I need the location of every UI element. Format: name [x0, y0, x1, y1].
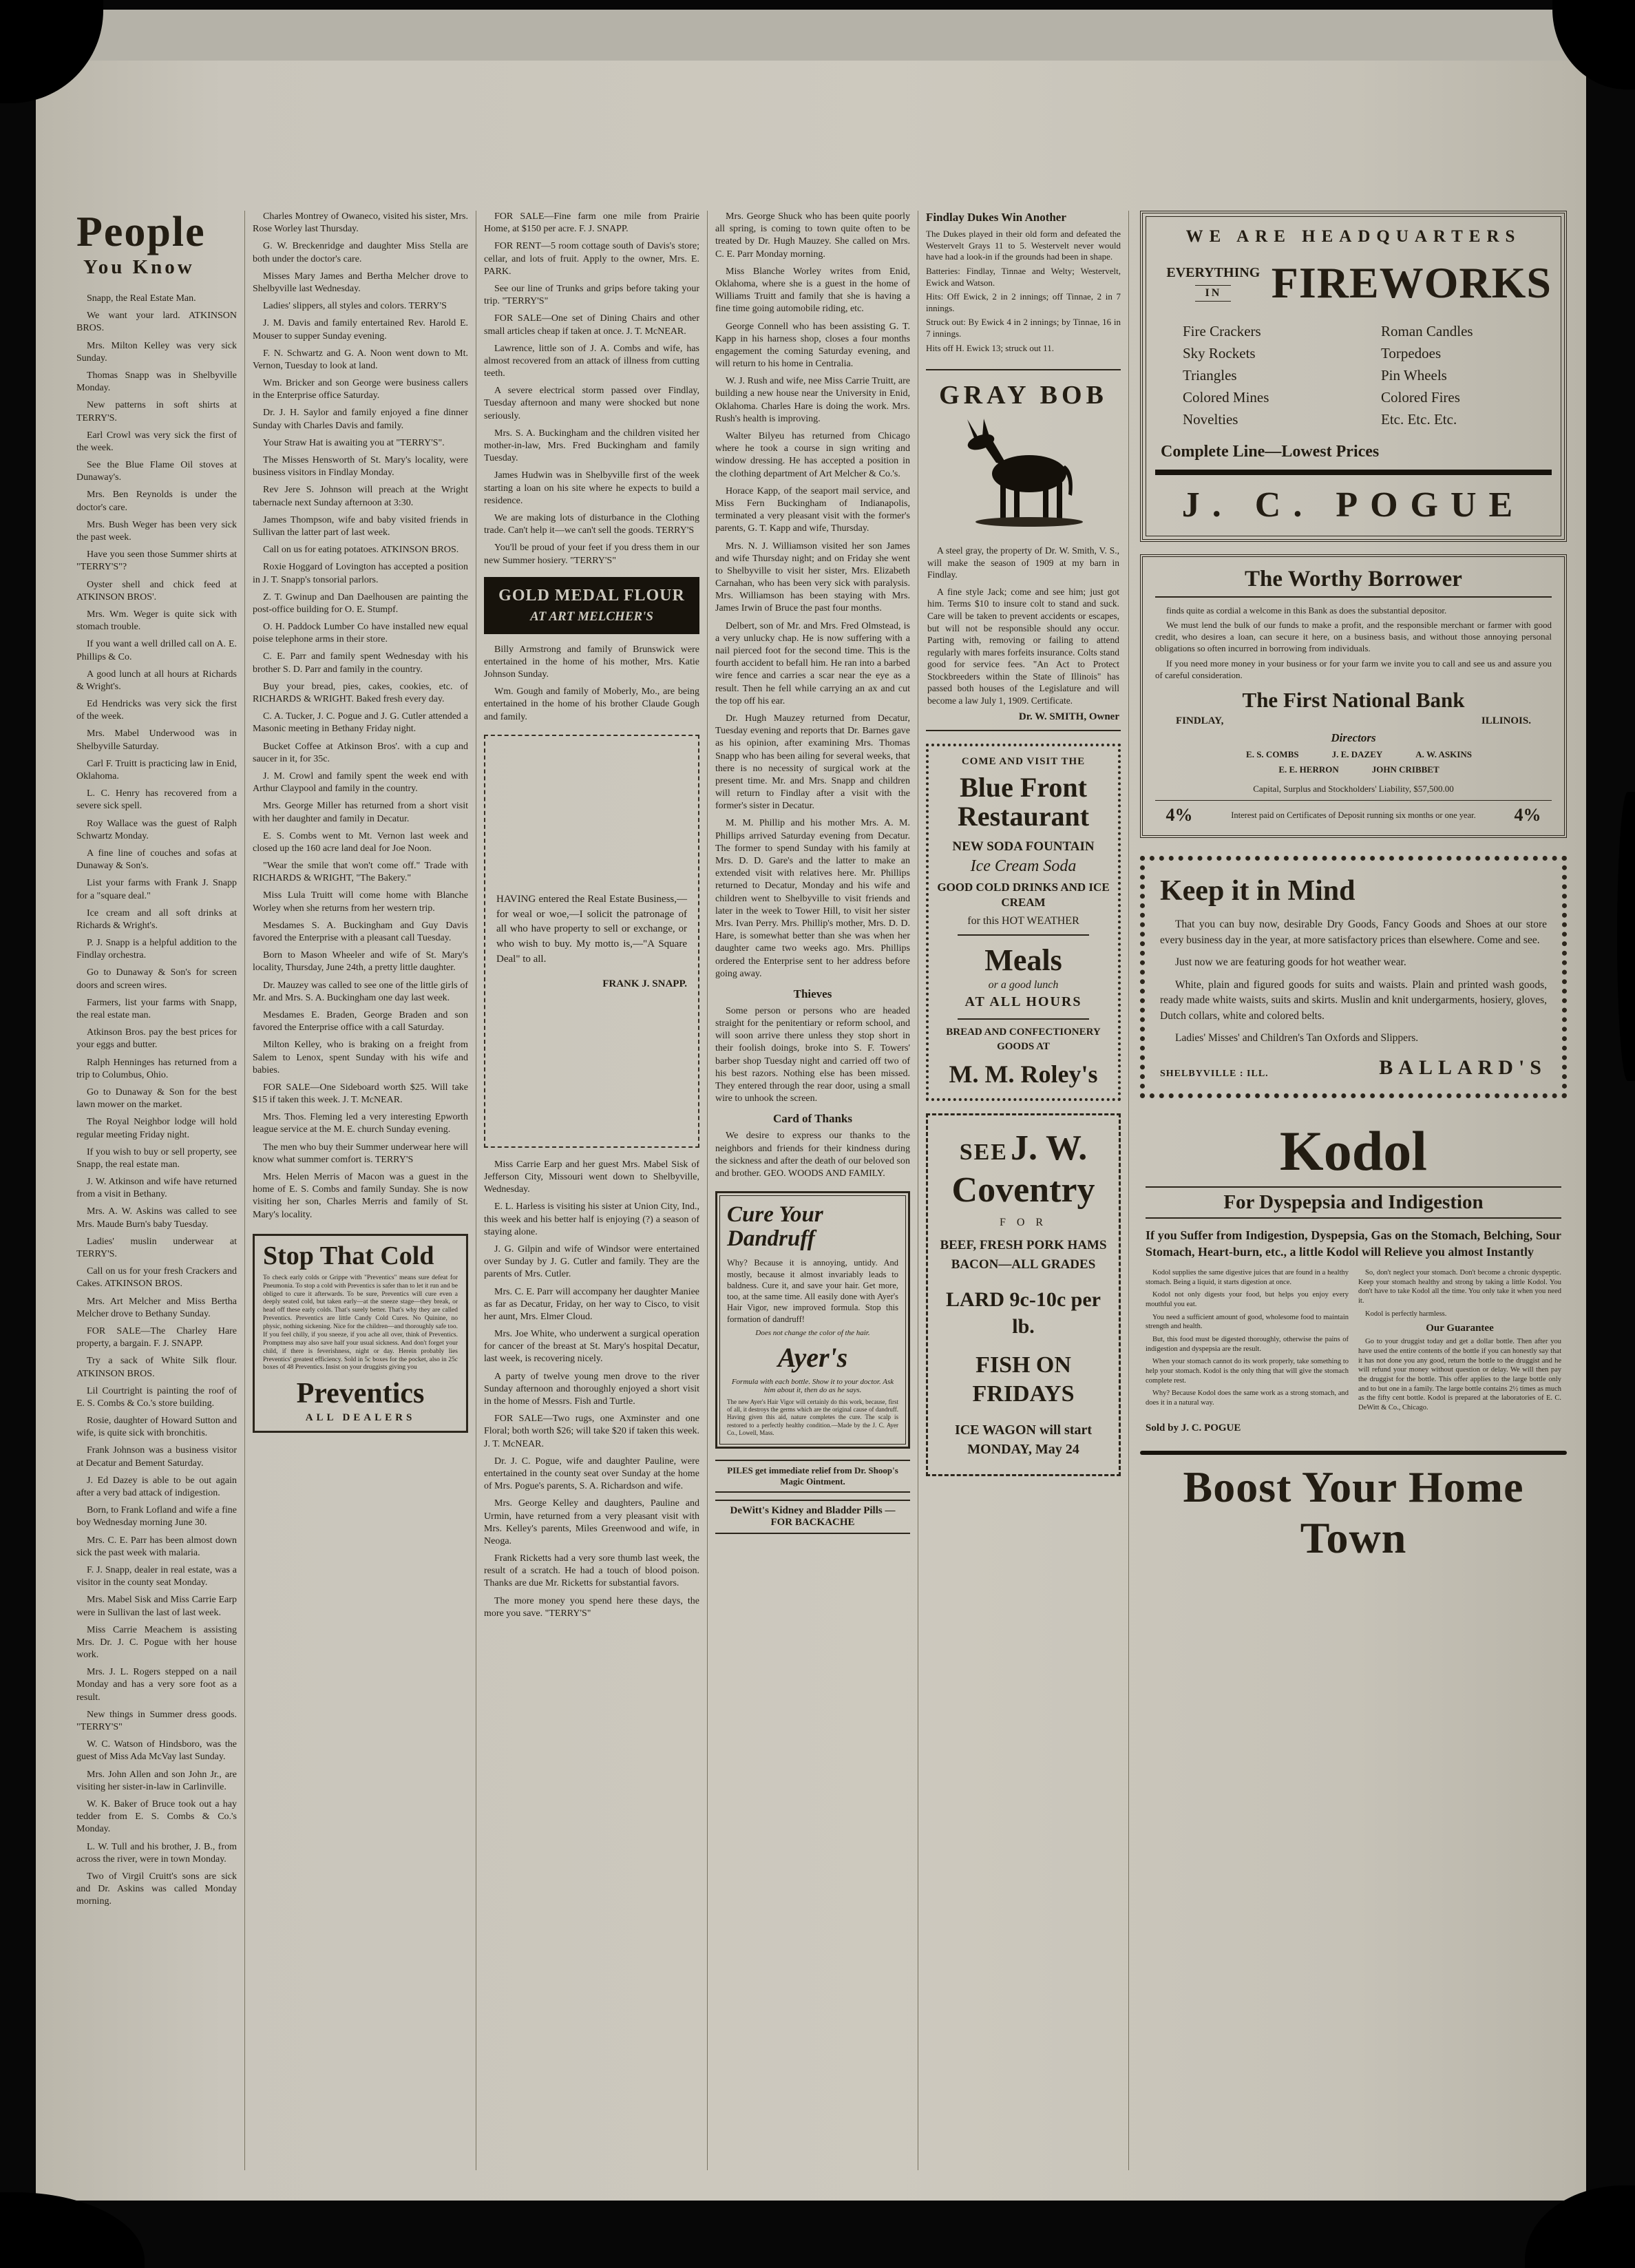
- dukes-body: [926, 229, 1121, 354]
- news-item: Your Straw Hat is awaiting you at "TERRY'S".: [263, 437, 445, 448]
- news-items-list: [76, 293, 237, 1908]
- ayers-brand: Ayer's: [777, 1341, 848, 1373]
- news-item: E. S. Combs went to Mt. Vernon last week and closed up the 160 acre land deal for Joe Noon.: [253, 830, 468, 854]
- everything-label: EVERYTHING: [1166, 264, 1260, 280]
- news-item: New patterns in soft shirts at TERRY'S.: [76, 400, 237, 423]
- ad-paragraph: But, this food must be digested thoroughly, otherwise the pains of indigestion and dyspepsia are the result.: [1146, 1335, 1349, 1353]
- news-item: The Royal Neighbor lodge will hold regular meeting Friday night.: [76, 1117, 237, 1140]
- fireworks-item: Etc. Etc. Etc.: [1381, 411, 1457, 428]
- ayers-headline: Cure Your Dandruff: [727, 1202, 823, 1251]
- news-item: Ice cream and all soft drinks at Richards & Wright's.: [76, 907, 237, 931]
- director-name: E. S. COMBS: [1246, 748, 1299, 759]
- news-item: Ed Hendricks was very sick the first of the week.: [76, 699, 237, 722]
- article-paragraph: The Dukes played in their old form and defeated the Westervelt Grays 11 to 5. Westervelt never would have had a look-in if the grounds had been in shape.: [926, 229, 1121, 262]
- news-item: FOR RENT—5 room cottage south of Davis's store; cellar, and lots of fruit. Apply to the owner, Mrs. E. PARK.: [484, 241, 699, 277]
- news-item: W. C. Watson of Hindsboro, was the guest of Miss Ada McVay last Sunday.: [76, 1739, 237, 1763]
- gray-bob-body: A steel gray, the property of Dr. W. Smith, V. S., will make the season of 1909 at my barn in Findlay.: [927, 545, 1119, 580]
- blue-front-come: COME AND VISIT THE: [961, 756, 1086, 768]
- blue-front-meals: Meals: [984, 943, 1062, 977]
- kodol-columns: [1146, 1268, 1561, 1416]
- fireworks-items: [1155, 318, 1552, 433]
- blue-front-lunch: or a good lunch: [988, 978, 1059, 991]
- news-item: The more money you spend here these days, the more you save. "TERRY'S": [484, 1595, 699, 1619]
- news-item: Charles Montrey of Owaneco, visited his sister, Mrs. Rose Worley last Thursday.: [253, 211, 468, 235]
- fireworks-items-right: [1353, 318, 1552, 433]
- news-item: Miss Blanche Worley writes from Enid, Oklahoma, where she is a guest in the home of Williams Truitt and family that she is having a fine time going automobile riding, etc.: [715, 266, 910, 315]
- directors-row: [1155, 763, 1552, 778]
- ad-paragraph: Kodol is perfectly harmless.: [1365, 1310, 1447, 1318]
- coventry-name: Coventry: [951, 1170, 1095, 1210]
- news-item: Mrs. J. L. Rogers stepped on a nail Monday and has a very sore foot as a result.: [76, 1667, 237, 1703]
- director-name: JOHN CRIBBET: [1371, 764, 1439, 775]
- news-item: Dr. Mauzey was called to see one of the little girls of Mr. and Mrs. S. A. Buckingham one day last week.: [253, 980, 468, 1003]
- dukes-article: [926, 211, 1121, 354]
- news-item: Mesdames E. Braden, George Braden and son favored the Enterprise office with a call Saturday.: [253, 1009, 468, 1033]
- thieves-headline: Thieves: [793, 987, 832, 1000]
- classified-items-list: [484, 211, 699, 567]
- divider-bar: [1155, 470, 1552, 475]
- ad-paragraph: That you can buy now, desirable Dry Goods, Fancy Goods and Shoes at our store every business day in the year, at more satisfactory prices than elsewhere. Come and see.: [1160, 918, 1547, 946]
- scan-edge-blob: [1617, 792, 1635, 1081]
- news-item: Lil Courtright is painting the roof of E. S. Combs & Co.'s store building.: [76, 1385, 237, 1409]
- news-item: Roxie Hoggard of Lovington has accepted a position in J. T. Snapp's tonsorial parlors.: [253, 562, 468, 585]
- news-item: Misses Mary James and Bertha Melcher drove to Shelbyville last Wednesday.: [253, 271, 468, 294]
- ballards-body: [1160, 917, 1547, 1046]
- news-item: Oyster shell and chick feed at ATKINSON BROS'.: [76, 579, 237, 602]
- news-item: Mrs. George Miller has returned from a short visit with her daughter and family in Decatur.: [253, 801, 468, 824]
- news-item: Horace Kapp, of the seaport mail service, and Miss Fern Buckingham of Indianapolis, terminated a very pleasant visit with the former's parents, G. T. Kapp and wife, Thursday.: [715, 485, 910, 534]
- ballards-ad: [1140, 856, 1567, 1098]
- news-item: Ladies' slippers, all styles and colors. TERRY'S: [263, 301, 447, 312]
- news-item: Earl Crowl was very sick the first of the week.: [76, 430, 237, 453]
- section-subtitle: You Know: [83, 256, 195, 278]
- fireworks-item: Torpedoes: [1381, 345, 1442, 361]
- director-name: J. E. DAZEY: [1331, 748, 1383, 759]
- news-item: Wm. Gough and family of Moberly, Mo., are being entertained in the home of his brother Claude Gough and family.: [484, 686, 699, 722]
- news-item: A fine line of couches and sofas at Dunaway & Son's.: [76, 848, 237, 872]
- news-item: "Wear the smile that won't come off." Trade with RICHARDS & WRIGHT, "The Bakery.": [253, 861, 468, 884]
- column-ads: [1129, 211, 1571, 2170]
- article-paragraph: Hits off H. Ewick 13; struck out 11.: [926, 342, 1054, 353]
- news-item: A severe electrical storm passed over Findlay, Tuesday afternoon and many were shocked but none seriously.: [484, 386, 699, 421]
- director-name: A. W. ASKINS: [1415, 748, 1472, 759]
- blue-front-weather: for this HOT WEATHER: [967, 914, 1079, 927]
- news-item: Mrs. Mabel Underwood was in Shelbyville Saturday.: [76, 728, 237, 752]
- gold-medal-store: AT ART MELCHER'S: [530, 609, 653, 624]
- ayers-hair-vigor-ad: [715, 1191, 910, 1449]
- ad-paragraph: So, don't neglect your stomach. Don't become a chronic dyspeptic. Keep your stomach healthy and strong by taking a little Kodol. You don't have to take Kodol all the time. You only take it when you need it.: [1358, 1269, 1561, 1305]
- news-item: W. K. Baker of Bruce took out a hay tedder from E. S. Combs & Co.'s Monday.: [76, 1798, 237, 1835]
- page-columns: [69, 211, 1571, 2170]
- article-paragraph: Batteries: Findlay, Tinnae and Welty; Westervelt, Ewick and Watson.: [926, 265, 1121, 288]
- ad-paragraph: Kodol supplies the same digestive juices that are found in a healthy stomach. Being a liquid, it starts digestion at once.: [1146, 1269, 1349, 1286]
- kodol-right-bottom: [1358, 1337, 1561, 1412]
- kodol-sold-by: Sold by J. C. POGUE: [1146, 1422, 1241, 1434]
- news-item: FOR SALE—One set of Dining Chairs and other small articles cheap if taken at once. J. T. McNEAR.: [484, 313, 699, 337]
- news-item: FOR SALE—One Sideboard worth $25. Will take $15 if taken this week. J. T. McNEAR.: [253, 1082, 468, 1106]
- news-item: Farmers, list your farms with Snapp, the real estate man.: [76, 997, 237, 1020]
- news-item: Bucket Coffee at Atkinson Bros'. with a cup and saucer in it, for 35c.: [253, 741, 468, 764]
- news-item: Mrs. George Shuck who has been quite poorly all spring, is coming to town quite often to be treated by Dr. Hugh Mauzey. She called on Mrs. C. E. Parr Monday morning.: [715, 211, 910, 260]
- news-item: M. M. Phillip and his mother Mrs. A. M. Phillips arrived Saturday evening from Decatur. The former to spend Sunday with his family at Mrs. D. D. Gare's and the latter to make an extended visit with relatives here. Mr. Phillips returned to Decatur, Monday and his wife and children went to Shelbyville to visit friends and later in the week to Tower Hill, to visit her sister Mrs. Ivan Perry. Mrs. Phillip's mother, Mrs. D. D. Hare, is somewhat better than she was when her daughter came two weeks ago. Mrs. Phillips ordered the Enterprise sent to her address before going away.: [715, 818, 910, 979]
- news-item: J. W. Atkinson and wife have returned from a visit in Bethany.: [76, 1177, 237, 1200]
- news-items-list: [484, 644, 699, 724]
- ad-paragraph: Ladies' Misses' and Children's Tan Oxfords and Slippers.: [1175, 1032, 1419, 1044]
- news-item: Mrs. S. A. Buckingham and the children visited her mother-in-law, Mrs. Fred Buckingham and family Tuesday.: [484, 428, 699, 464]
- news-item: List your farms with Frank J. Snapp for a "square deal.": [76, 878, 237, 901]
- news-item: See the Blue Flame Oil stoves at Dunaway's.: [76, 460, 237, 483]
- news-item: Dr. J. C. Pogue, wife and daughter Pauline, were entertained in the county seat over Sunday at the home of Mrs. Pogue's parents, S. A. Richardson and wife.: [484, 1456, 699, 1492]
- preventics-brand: Preventics: [296, 1378, 425, 1410]
- news-item: Frank Ricketts had a very sore thumb last week, the result of a scratch. He had a touch of blood poison. Thanks are due Mr. Ricketts for substantial favors.: [484, 1553, 699, 1589]
- gold-medal-flour-ad: [484, 577, 699, 634]
- fireworks-item: Colored Fires: [1381, 389, 1460, 406]
- fireworks-item: Roman Candles: [1381, 323, 1473, 339]
- donkey-illustration: [927, 417, 1119, 538]
- news-item: The men who buy their Summer underwear here will know what summer comfort is. TERRY'S: [253, 1142, 468, 1165]
- coventry-ice-wagon: ICE WAGON will start MONDAY, May 24: [954, 1422, 1093, 1457]
- news-item: J. G. Gilpin and wife of Windsor were entertained over Sunday by J. G. Cutler and family. They are the parents of Mrs. Cutler.: [484, 1243, 699, 1280]
- news-item: Lawrence, little son of J. A. Combs and wife, has almost recovered from an attack of illness from cutting teeth.: [484, 343, 699, 379]
- news-item: J. M. Davis and family entertained Rev. Harold E. Mouser to supper Sunday evening.: [253, 318, 468, 342]
- news-item: Miss Carrie Meachem is assisting Mrs. Dr. J. C. Pogue with her house work.: [76, 1624, 237, 1661]
- fireworks-header: WE ARE HEADQUARTERS: [1185, 227, 1521, 246]
- fireworks-title: FIREWORKS: [1271, 258, 1552, 307]
- blue-front-bread: BREAD AND CONFECTIONERY GOODS AT: [946, 1026, 1101, 1052]
- news-item: P. J. Snapp is a helpful addition to the Findlay orchestra.: [76, 938, 237, 961]
- news-item: Milton Kelley, who is braking on a freight from Salem to Lenox, spent Sunday with his wife and babies.: [253, 1040, 468, 1075]
- gray-bob-headline: GRAY BOB: [939, 381, 1108, 410]
- news-item: Mrs. N. J. Williamson visited her son James and wife Thursday night; and on Friday she went to Shelbyville to visit her sister, Mrs. Elizabeth Carnahan, who has been very sick with paralysis. Mrs. Williamson has been staying with Mrs. James Irwin of Bruce the past four months.: [715, 540, 910, 614]
- news-item: Mrs. Wm. Weger is quite sick with stomach trouble.: [76, 609, 237, 633]
- news-item: James Thompson, wife and baby visited friends in Sullivan the latter part of last week.: [253, 514, 468, 538]
- preventics-ad: [253, 1234, 468, 1434]
- coventry-meat-ad: [926, 1113, 1121, 1476]
- news-item: Snapp, the Real Estate Man.: [87, 293, 196, 304]
- news-item: Delbert, son of Mr. and Mrs. Fred Olmstead, is a very unlucky chap. He is now suffering with a nail pierced foot for the second time. This is the fourth accident to befall him. He ran into a barbed wire fence and carries a scar near the eye as a result. Then he fell while carrying an ax and cut the top off his ear.: [715, 620, 910, 706]
- fireworks-title-row: [1155, 258, 1552, 308]
- news-item: Try a sack of White Silk flour. ATKINSON BROS.: [76, 1356, 237, 1379]
- news-item: Miss Lula Truitt will come home with Blanche Worley when she returns from her western trip.: [253, 890, 468, 914]
- fireworks-items-left: [1155, 318, 1353, 433]
- news-item: If you want a well drilled call on A. E. Phillips & Co.: [76, 639, 237, 662]
- fireworks-merchant: J. C. POGUE: [1181, 485, 1526, 525]
- bank-location: [1155, 715, 1552, 727]
- bank-body: finds quite as cordial a welcome in this Bank as does the substantial depositor.: [1166, 605, 1447, 616]
- ballards-headline: Keep it in Mind: [1160, 875, 1356, 907]
- fireworks-item: Fire Crackers: [1183, 323, 1261, 339]
- news-items-list: [484, 1159, 699, 1620]
- fireworks-item: Novelties: [1183, 411, 1238, 428]
- kodol-title: Kodol: [1279, 1119, 1428, 1182]
- gold-medal-line: GOLD MEDAL FLOUR: [498, 586, 685, 605]
- bank-state: ILLINOIS.: [1481, 715, 1531, 726]
- news-item: Miss Carrie Earp and her guest Mrs. Mabel Sisk of Jefferson City, Missouri went down to Shelbyville, Wednesday.: [484, 1159, 699, 1195]
- news-item: F. N. Schwartz and G. A. Noon went down to Mt. Vernon, Tuesday to look at land.: [253, 348, 468, 371]
- news-items-list: [715, 211, 910, 980]
- scan-top-band: [0, 10, 1635, 62]
- news-item: Dr. Hugh Mauzey returned from Decatur, Tuesday evening and reports that Dr. Barnes gave as his opinion, after examining Mrs. Thomas Snapp who has been ailing for several weeks, that there is no necessity of surgical work at the present time. Mr. and Mrs. Snapp and children will return to Findlay after a visit with the former's sister in Decatur.: [715, 713, 910, 812]
- news-item: L. W. Tull and his brother, J. B., from across the river, were in town Monday.: [76, 1841, 237, 1865]
- news-item: Born to Mason Wheeler and wife of St. Mary's locality, Thursday, June 24th, a pretty little daughter.: [253, 950, 468, 974]
- ad-paragraph: Just now we are featuring goods for hot weather wear.: [1175, 956, 1406, 969]
- boost-your-home-town-slogan: Boost Your Home Town: [1183, 1462, 1524, 1563]
- news-item: James Hudwin was in Shelbyville first of the week starting a loan on his site where he expects to build a residence.: [484, 470, 699, 506]
- kodol-guarantee-title: Our Guarantee: [1426, 1323, 1494, 1334]
- news-item: If you wish to buy or sell property, see Snapp, the real estate man.: [76, 1146, 237, 1170]
- news-item: Atkinson Bros. pay the best prices for your eggs and butter.: [76, 1027, 237, 1051]
- kodol-left-column: [1146, 1268, 1349, 1416]
- snapp-notice-signature: FRANK J. SNAPP.: [602, 978, 687, 989]
- news-item: J. Ed Dazey is able to be out again after a very bad attack of indigestion.: [76, 1475, 237, 1498]
- dukes-headline: Findlay Dukes Win Another: [926, 211, 1066, 224]
- bank-body: We must lend the bulk of our funds to make a profit, and the responsible merchant or farmer with good credit, who desires a loan, can secure it here, on a business basis, and without those annoying personal obligations so often incurred in borrowing from individuals.: [1155, 620, 1552, 654]
- kodol-lead: If you Suffer from Indigestion, Dyspepsia, Gas on the Stomach, Belching, Sour Stomach, Heart-burn, etc., a little Kodol will Relieve you almost Instantly: [1146, 1228, 1561, 1259]
- news-item: Carl F. Truitt is practicing law in Enid, Oklahoma.: [76, 758, 237, 781]
- fireworks-ad: [1140, 211, 1567, 542]
- news-item: See our line of Trunks and grips before taking your trip. "TERRY'S": [484, 283, 699, 307]
- news-item: We want your lard. ATKINSON BROS.: [76, 311, 237, 334]
- thieves-body: Some person or persons who are headed straight for the penitentiary or reform school, and will soon arrive there unless they stop short in their foolish doings, broke into S. F. Towers' barber shop Tuesday night and carried off two of his best razors. Nothing else has been missed. They entered through the rear door, using a small wire to unhook the screen.: [715, 1005, 910, 1104]
- blue-front-name: Blue Front Restaurant: [957, 772, 1090, 832]
- bank-city: FINDLAY,: [1176, 715, 1224, 726]
- newspaper-page: [36, 61, 1586, 2201]
- news-item: Mrs. C. E. Parr will accompany her daughter Maniee as far as Decatur, Friday, on her way to Cisco, to visit her aunt, Mrs. Elmer Cloud.: [484, 1286, 699, 1322]
- news-item: Go to Dunaway & Son for the best lawn mower on the market.: [76, 1086, 237, 1111]
- news-item: C. E. Parr and family spent Wednesday with his brother S. D. Parr and family in the country.: [253, 651, 468, 675]
- news-item: Buy your bread, pies, cakes, cookies, etc. of RICHARDS & WRIGHT. Baked fresh every day.: [253, 681, 468, 704]
- news-item: Dr. J. H. Saylor and family enjoyed a fine dinner Sunday with Charles Davis and family.: [253, 408, 468, 431]
- news-item: FOR SALE—The Charley Hare property, a bargain. F. J. SNAPP.: [76, 1325, 237, 1350]
- ayers-formula-note: Formula with each bottle. Show it to your doctor. Ask him about it, then do as he says.: [731, 1377, 894, 1394]
- snapp-real-estate-notice: [484, 735, 699, 1148]
- preventics-footer: ALL DEALERS: [305, 1412, 416, 1424]
- news-item: C. A. Tucker, J. C. Pogue and J. G. Cutler attended a Masonic meeting in Bethany Friday night.: [253, 711, 468, 735]
- ad-paragraph: You need a sufficient amount of good, wholesome food to maintain strength and health.: [1146, 1313, 1349, 1331]
- interest-text: Interest paid on Certificates of Deposit running six months or one year.: [1231, 810, 1476, 821]
- news-item: FOR SALE—Fine farm one mile from Prairie Home, at $150 per acre. F. J. SNAPP.: [484, 211, 699, 235]
- news-item: F. J. Snapp, dealer in real estate, was a visitor in the county seat Monday.: [76, 1564, 237, 1588]
- news-item: A good lunch at all hours at Richards & Wright's.: [76, 669, 237, 692]
- kodol-subtitle: For Dyspepsia and Indigestion: [1146, 1186, 1561, 1219]
- gray-bob-ad: [926, 369, 1121, 731]
- ad-paragraph: Go to your druggist today and get a dollar bottle. Then after you have used the entire contents of the bottle if you can honestly say that it has not done you any good, return the bottle to the druggist and he will refund your money without question or delay. We will then pay the druggist for the bottle. This offer applies to the large bottle only and to but one in a family. The large bottle contains 2½ times as much as the fifty cent bottle. Kodol is prepared at the laboratories of E. C. DeWitt & Co., Chicago.: [1358, 1338, 1561, 1411]
- fireworks-tagline: Complete Line—Lowest Prices: [1161, 443, 1380, 461]
- news-item: W. J. Rush and wife, nee Miss Carrie Truitt, are building a new house near the University in Enid, Oklahoma. Charles Hare is doing the work. Mrs. Rush's health is improving.: [715, 376, 910, 424]
- fireworks-item: Triangles: [1183, 367, 1237, 384]
- news-item: Mrs. Mabel Sisk and Miss Carrie Earp were in Sullivan the last of last week.: [76, 1595, 237, 1618]
- column-five: [918, 211, 1129, 2170]
- news-item: Have you seen those Summer shirts at "TERRY'S"?: [76, 549, 237, 573]
- ad-paragraph: Kodol not only digests your food, but helps you enjoy every mouthful you eat.: [1146, 1291, 1349, 1309]
- directors-label: Directors: [1331, 731, 1376, 744]
- news-item: E. L. Harless is visiting his sister at Union City, Ind., this week and his better half is enjoying (?) a season of staying alone.: [484, 1201, 699, 1237]
- news-item: Two of Virgil Cruitt's sons are sick and Dr. Askins was called Monday morning.: [76, 1871, 237, 1907]
- article-paragraph: Struck out: By Ewick 4 in 2 innings; by Tinnae, 16 in 7 innings.: [926, 317, 1121, 339]
- news-item: Born, to Frank Lofland and wife a fine boy Wednesday morning June 30.: [76, 1505, 237, 1529]
- blue-front-owner: M. M. Roley's: [949, 1060, 1098, 1088]
- blue-front-hours: AT ALL HOURS: [964, 994, 1082, 1009]
- blue-front-drinks: GOOD COLD DRINKS AND ICE CREAM: [937, 881, 1110, 910]
- news-item: Walter Bilyeu has returned from Chicago where he took a course in sign writing and window dressing. He has accepted a position in the clothing department of Art Melcher & Co.'s.: [715, 431, 910, 479]
- coventry-see: SEE: [959, 1139, 1008, 1165]
- first-national-bank-ad: [1140, 554, 1567, 838]
- news-item: FOR SALE—Two rugs, one Axminster and one Floral; both worth $26; will take $20 if taken this week. J. T. McNEAR.: [484, 1414, 700, 1449]
- divider: [958, 934, 1089, 936]
- news-item: Ralph Henninges has returned from a trip to Columbus, Ohio.: [76, 1057, 237, 1080]
- coventry-for: F O R: [999, 1216, 1048, 1228]
- kodol-right-top: [1358, 1268, 1561, 1319]
- dewitts-pills-ad: DeWitt's Kidney and Bladder Pills — FOR BACKACHE: [715, 1500, 910, 1534]
- news-item: Call on us for your fresh Crackers and Cakes. ATKINSON BROS.: [76, 1266, 237, 1290]
- news-item: Mrs. Art Melcher and Miss Bertha Melcher drove to Bethany Sunday.: [76, 1296, 237, 1319]
- news-item: Mrs. Helen Merris of Macon was a guest in the home of E. S. Combs and family Sunday. She is now visiting her son, Charles Merris and family of St. Mary's locality.: [253, 1172, 468, 1220]
- news-item: You'll be proud of your feet if you dress them in our new Summer hosiery. "TERRY'S": [484, 543, 699, 566]
- section-title: People: [76, 211, 206, 255]
- news-item: Mrs. Joe White, who underwent a surgical operation for cancer of the breast at St. Mary's hospital Decatur, last week, is recovering nicely.: [484, 1329, 699, 1365]
- fireworks-item: Pin Wheels: [1381, 367, 1447, 384]
- preventics-headline: Stop That Cold: [263, 1241, 434, 1270]
- news-item: A party of twelve young men drove to the river Sunday afternoon and thoroughly enjoyed a short visit in the home of Messrs. Fish and Turtle.: [484, 1371, 699, 1407]
- news-item: Mrs. C. E. Parr has been almost down sick the past week with malaria.: [76, 1535, 237, 1558]
- ballards-footer: [1160, 1056, 1547, 1080]
- fireworks-everything: [1155, 265, 1272, 302]
- news-item: L. C. Henry has recovered from a severe sick spell.: [76, 788, 237, 812]
- fireworks-item: Sky Rockets: [1183, 345, 1256, 361]
- news-item: New things in Summer dress goods. "TERRY'S": [76, 1709, 237, 1732]
- news-item: Wm. Bricker and son George were business callers in the Enterprise office Saturday.: [253, 378, 468, 401]
- bank-interest-row: [1155, 800, 1552, 826]
- news-item: We are making lots of disturbance in the Clothing trade. Can't help it—we can't sell the goods. TERRY'S: [484, 512, 699, 536]
- bank-ad-title: The Worthy Borrower: [1155, 567, 1552, 598]
- coventry-fish: FISH ON FRIDAYS: [972, 1352, 1075, 1407]
- interest-rate: 4%: [1165, 805, 1193, 826]
- news-item: Rev Jere S. Johnson will preach at the Wright tabernacle next Sunday afternoon at 3:30.: [253, 485, 468, 508]
- ballards-city: SHELBYVILLE : ILL.: [1160, 1068, 1269, 1079]
- in-label: IN: [1195, 285, 1231, 302]
- news-item: Mrs. Bush Weger has been very sick the past week.: [76, 519, 237, 543]
- news-item: Ladies' muslin underwear at TERRY'S.: [76, 1236, 237, 1259]
- divider: [958, 1018, 1089, 1020]
- interest-rate: 4%: [1514, 805, 1541, 826]
- card-of-thanks-headline: Card of Thanks: [773, 1112, 852, 1126]
- news-item: Frank Johnson was a business visitor at Decatur and Bement Saturday.: [76, 1445, 237, 1469]
- ad-paragraph: White, plain and figured goods for suits and waists. Plain and printed wash goods, ready made white waists, suits and skirts. Muslin and knit undergarments, hosiery, gloves, Dutch collars, white and colored belts.: [1160, 978, 1547, 1022]
- news-item: Rosie, daughter of Howard Sutton and wife, is quite sick with bronchitis.: [76, 1416, 237, 1439]
- coventry-products: BEEF, FRESH PORK HAMS BACON—ALL GRADES: [940, 1237, 1107, 1272]
- news-item: G. W. Breckenridge and daughter Miss Stella are both under the doctor's care.: [253, 241, 468, 264]
- ayers-body: Why? Because it is annoying, untidy. And mostly, because it almost invariably leads to baldness. Cure it, and save your hair. Get more, too, at the same time. All easily done with Ayer's Hair Vigor, new improved formula. Stop this formation of dandruff!: [727, 1258, 898, 1324]
- ballards-name: BALLARD'S: [1379, 1056, 1547, 1079]
- news-item: J. M. Crowl and family spent the week end with Arthur Claypool and family in the country.: [253, 770, 468, 795]
- news-item: George Connell who has been assisting G. T. Kapp in his harness shop, closes a four months engagement the coming Saturday evening, and will return to his home in Centralia.: [715, 321, 910, 370]
- snapp-notice-body: HAVING entered the Real Estate Business,—for weal or woe,—I solicit the patronage of all who have property to sell or exchange, or who wish to buy. My motto is,—"A Square Deal" to all.: [496, 893, 687, 965]
- kodol-ad: [1140, 1119, 1567, 1439]
- ink-smudge: [1140, 1451, 1567, 1455]
- news-item: Go to Dunaway & Son's for screen doors and screen wires.: [76, 967, 237, 991]
- preventics-body: To check early colds or Grippe with "Preventics" means sure defeat for Pneumonia. To stop a cold with Preventics is safer than to let it run and be obliged to cure it afterwards. To be sure, Preventics will cure even a deeply seated cold, but taken early—at the sneeze stage—they break, or head off these early colds. That's surely better. That's why they are called Preventics. Preventics are little Candy Cold Cures. No Quinine, no physic, nothing sickening. Nice for the children—and thoroughly safe too. If you feel chilly, if you sneeze, if you ache all over, think of Preventics. Promptness may also save half your usual sickness. And don't forget your child, if there is feverishness, night or day. Herein probably lies Preventics' greatest efficiency. Sold in 5c boxes for the pocket, also in 25c boxes of 48 Preventics. Insist on your druggists giving you: [263, 1274, 458, 1372]
- blue-front-restaurant-ad: [926, 744, 1121, 1100]
- bank-capital: Capital, Surplus and Stockholders' Liability, $57,500.00: [1253, 784, 1454, 795]
- gray-bob-signature: Dr. W. SMITH, Owner: [1018, 711, 1119, 723]
- card-of-thanks-body: We desire to express our thanks to the neighbors and friends for their kindness during the sickness and after the death of our beloved son and brother. GEO. WOODS AND FAMILY.: [715, 1131, 910, 1179]
- news-item: Roy Wallace was the guest of Ralph Schwartz Monday.: [76, 818, 237, 841]
- piles-ointment-ad: PILES get immediate relief from Dr. Shoop's Magic Ointment.: [715, 1460, 910, 1493]
- coventry-lard: LARD 9c-10c per lb.: [946, 1288, 1101, 1338]
- news-item: Mrs. John Allen and son John Jr., are visiting her sister-in-law in Carlinville.: [76, 1769, 237, 1792]
- ad-paragraph: Why? Because Kodol does the same work as a strong stomach, and does it in a natural way.: [1146, 1389, 1349, 1407]
- news-item: Call on us for eating potatoes. ATKINSON BROS.: [263, 545, 459, 556]
- bank-body: If you need more money in your business or for your farm we invite you to call and see us and assure you of careful consideration.: [1155, 658, 1552, 680]
- ayers-smallprint: The new Ayer's Hair Vigor will certainly do this work, because, first of all, it destroys the germs which are the original cause of dandruff. Having given this aid, nature completes the cure. The scalp is restored to a perfectly healthy condition.—Made by the J. C. Ayer Co., Lowell, Mass.: [727, 1398, 898, 1436]
- news-items-list: [253, 211, 468, 1221]
- news-item: The Misses Hensworth of St. Mary's locality, were business visitors in Findlay Monday.: [253, 455, 468, 479]
- news-item: Mrs. George Kelley and daughters, Pauline and Urmin, have returned from a very pleasant visit with Mrs. Kelley's parents, Miles Greenwood and wife, in Neoga.: [484, 1498, 699, 1546]
- column-people-you-know: [69, 211, 245, 2170]
- article-paragraph: Hits: Off Ewick, 2 in 2 innings; off Tinnae, 2 in 7 innings.: [926, 291, 1121, 313]
- column-three: [476, 211, 708, 2170]
- news-item: Billy Armstrong and family of Brunswick were entertained in the home of his mother, Mrs. Katie Johnson Sunday.: [484, 644, 699, 680]
- bank-name: The First National Bank: [1242, 687, 1465, 712]
- blue-front-ice-cream-soda: Ice Cream Soda: [970, 857, 1077, 876]
- news-item: O. H. Paddock Lumber Co have installed new equal poise telephone arms in their store.: [253, 622, 468, 645]
- ad-paragraph: When your stomach cannot do its work properly, take something to help your stomach. Kodol is the only thing that will give the stomach complete rest.: [1146, 1358, 1349, 1385]
- news-item: Mrs. A. W. Askins was called to see Mrs. Maude Burn's baby Tuesday.: [76, 1206, 237, 1230]
- directors-row: [1155, 748, 1552, 763]
- coventry-see-line: [935, 1128, 1112, 1168]
- kodol-right-column: [1358, 1268, 1561, 1416]
- blue-front-soda: NEW SODA FOUNTAIN: [952, 839, 1095, 854]
- director-name: E. E. HERRON: [1278, 764, 1339, 775]
- column-four: [708, 211, 918, 2170]
- news-item: Mrs. Milton Kelley was very sick Sunday.: [76, 340, 237, 364]
- news-item: Thomas Snapp was in Shelbyville Monday.: [76, 370, 237, 394]
- ayers-note: Does not change the color of the hair.: [755, 1328, 870, 1337]
- news-item: Z. T. Gwinup and Dan Daelhousen are painting the post-office building for O. E. Stumpf.: [253, 591, 468, 615]
- news-item: Mesdames S. A. Buckingham and Guy Davis favored the Enterprise with a pleasant call Tuesday.: [253, 920, 468, 943]
- column-two: [245, 211, 476, 2170]
- news-item: Mrs. Thos. Fleming led a very interesting Epworth league service at the M. E. church Sunday evening.: [253, 1112, 468, 1135]
- news-item: Mrs. Ben Reynolds is under the doctor's care.: [76, 490, 237, 513]
- gray-bob-body: A fine style Jack; come and see him; just got him. Terms $10 to insure colt to stand and suck. Care will be taken to prevent accidents or escapes, but will not be responsible should any occur. Parting with, removing or failing to attend regularly with mares forfeits insurance. Colts stand good for service fees. "An Act to Protect Stockbreeders within the State of Illinois" has passed both houses of the Legislature and will become a law July 1, 1909. Certificate.: [927, 586, 1119, 706]
- coventry-initials: J. W.: [1010, 1128, 1088, 1168]
- fireworks-item: Colored Mines: [1183, 389, 1269, 406]
- scan-corner-blob: [0, 2192, 145, 2268]
